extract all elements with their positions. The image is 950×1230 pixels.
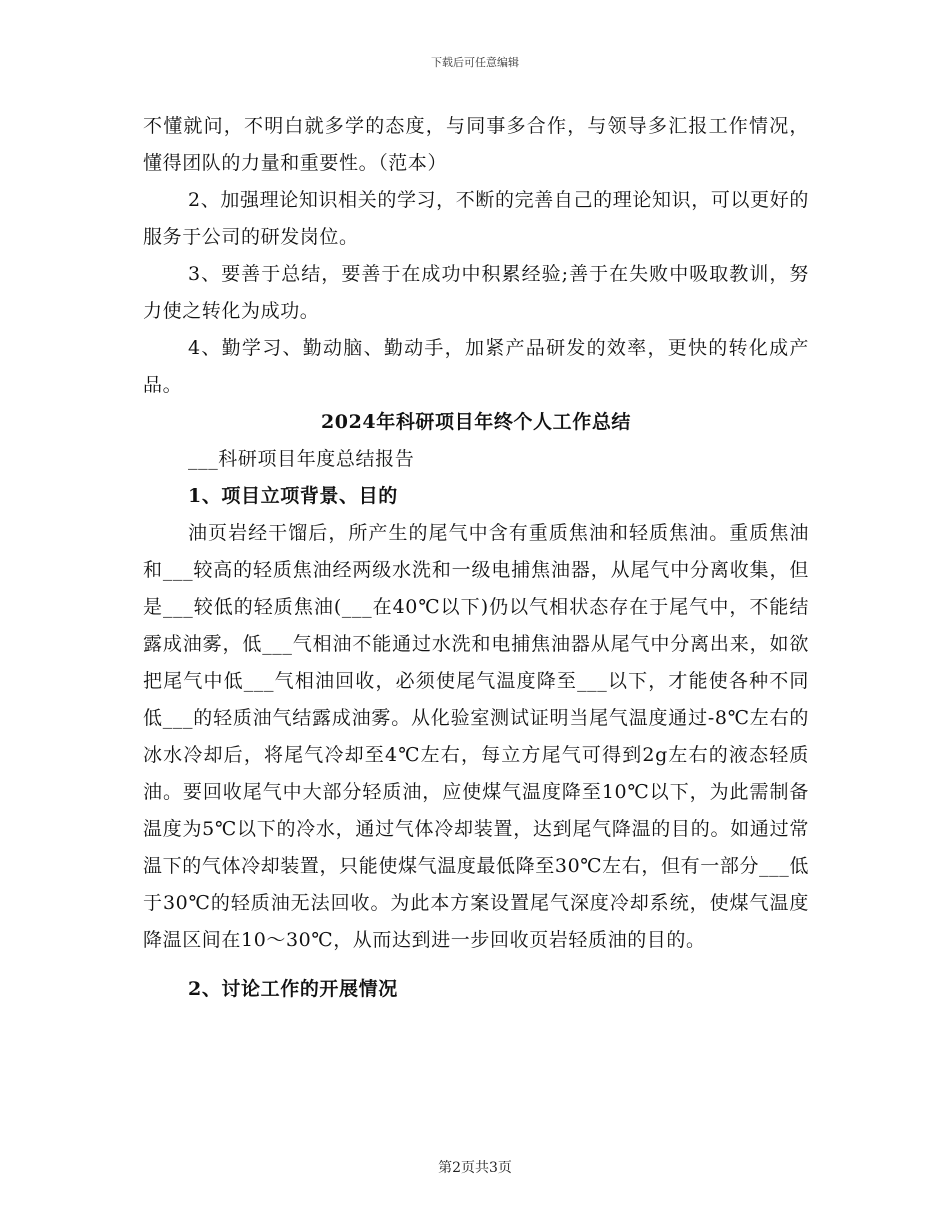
section-heading-1: 1、项目立项背景、目的 (188, 485, 398, 507)
paragraph-item-2: 2、加强理论知识相关的学习，不断的完善自己的理论知识，可以更好的服务于公司的研发岗位。 (143, 189, 809, 248)
section-spacer (143, 959, 809, 971)
paragraph-continuation: 不懂就问，不明白就多学的态度，与同事多合作，与领导多汇报工作情况，懂得团队的力量和重要性。（范本） (143, 115, 809, 174)
page-header: 下载后可任意编辑 (431, 56, 519, 69)
document-title: 2024年科研项目年终个人工作总结 (320, 411, 632, 433)
section-heading-2: 2、讨论工作的开展情况 (188, 978, 398, 1000)
document-body (143, 108, 809, 1008)
paragraph-item-3: 3、要善于总结，要善于在成功中积累经验;善于在失败中吸取教训，努力使之转化为成功。 (143, 263, 809, 322)
paragraph-item-4: 4、勤学习、勤动脑、勤动手，加紧产品研发的效率，更快的转化成产品。 (143, 337, 809, 396)
page-footer: 第2页共3页 (438, 1160, 512, 1176)
section-body-1: 油页岩经干馏后，所产生的尾气中含有重质焦油和轻质焦油。重质焦油和___较高的轻质焦油经两级水洗和一级电捕焦油器，从尾气中分离收集，但是___较低的轻质焦油(___在40℃以下)仍以气相状态存在于尾气中，不能结露成油雾，低___气相油不能通过水洗和电捕焦油器从尾气中分离出来，如欲把尾气中低___气相油回收，必须使尾气温度降至___以下，才能使各种不同低___的轻质油气结露成油雾。从化验室测试证明当尾气温度通过-8℃左右的冰水冷却后，将尾气冷却至4℃左右，每立方尾气可得到2g左右的液态轻质油。要回收尾气中大部分轻质油，应使煤气温度降至10℃以下，为此需制备温度为5℃以下的冷水，通过气体冷却装置，达到尾气降温的目的。如通过常温下的气体冷却装置，只能使煤气温度最低降至30℃左右，但有一部分___低于30℃的轻质油无法回收。为此本方案设置尾气深度冷却系统，使煤气温度降温区间在10～30℃，从而达到进一步回收页岩轻质油的目的。 (143, 522, 809, 951)
document-subtitle: ___科研项目年度总结报告 (188, 448, 415, 470)
